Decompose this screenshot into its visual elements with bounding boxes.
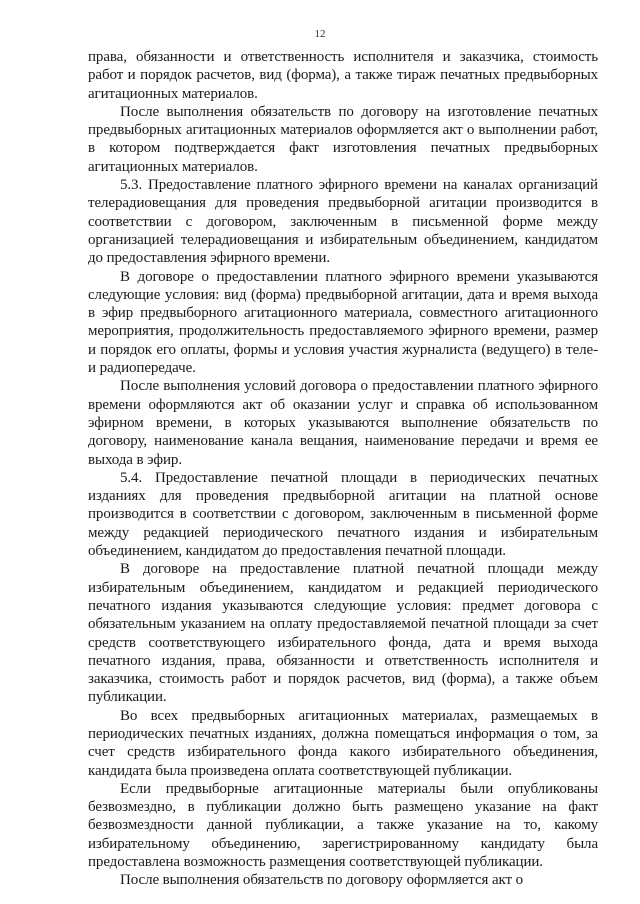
paragraph: Во всех предвыборных агитационных материалах, размещаемых в периодических печатных изданиях, должна помещаться информация о том, за счет средств избирательного фонда какого избирательного объединения, кандидата была произведена оплата соответствующей публикации. [88, 707, 598, 779]
paragraph-section-5-4: 5.4. Предоставление печатной площади в периодических печатных изданиях для проведения предвыборной агитации на платной основе производится в соответствии с договором, заключенным в письменной форме между редакцией периодического печатного издания и избирательным объединением, кандидатом до предоставления печатной площади. [88, 469, 598, 560]
paragraph: После выполнения обязательств по договору на изготовление печатных предвыборных агитационных материалов оформляется акт о выполнении работ, в котором подтверждается факт изготовления печатных предвыборных агитационных материалов. [88, 103, 598, 175]
paragraph: В договоре на предоставление платной печатной площади между избирательным объединением, кандидатом и редакцией периодического печатного издания указываются следующие условия: предмет договора с обязательным указанием на оплату предоставляемой печатной площади за счет средств соответствующего избирательного фонда, дата и время выхода печатного издания, права, обязанности и ответственность исполнителя и заказчика, стоимость работ и порядок расчетов, вид (форма), а также объем публикации. [88, 561, 598, 706]
paragraph-last: После выполнения обязательств по договору оформляется акт о [120, 872, 524, 889]
paragraph: права, обязанности и ответственность исполнителя и заказчика, стоимость работ и порядок расчетов, вид (форма), а также тираж печатных предвыборных агитационных материалов. [88, 49, 598, 102]
paragraph: После выполнения условий договора о предоставлении платного эфирного времени оформляются акт об оказании услуг и справка об использованном эфирном времени, в которых указываются выполнение обязательств по договору, наименование канала вещания, наименование передачи и время ее выхода в эфир. [88, 378, 598, 468]
paragraph-section-5-3: 5.3. Предоставление платного эфирного времени на каналах организаций телерадиовещания для проведения предвыборной агитации производится в соответствии с договором, заключенным в письменной форме между организацией телерадиовещания и избирательным объединением, кандидатом до предоставления эфирного времени. [88, 177, 598, 267]
page-number: 12 [314, 28, 326, 40]
paragraph: Если предвыборные агитационные материалы были опубликованы безвозмездно, в публикации должно быть размещено указание на факт безвозмездности данной публикации, а также указание на то, какому избирательному объединению, зарегистрированному кандидату была предоставлена возможность размещения соответствующей публикации. [88, 780, 598, 871]
paragraph: В договоре о предоставлении платного эфирного времени указываются следующие условия: вид (форма) предвыборной агитации, дата и время выхода в эфир предвыборного агитационного материала, совместного агитационного мероприятия, продолжительность предоставляемого эфирного времени, размер и порядок его оплаты, формы и условия участия журналиста (ведущего) в теле- и радиопередаче. [88, 268, 598, 377]
document-body [88, 48, 598, 890]
